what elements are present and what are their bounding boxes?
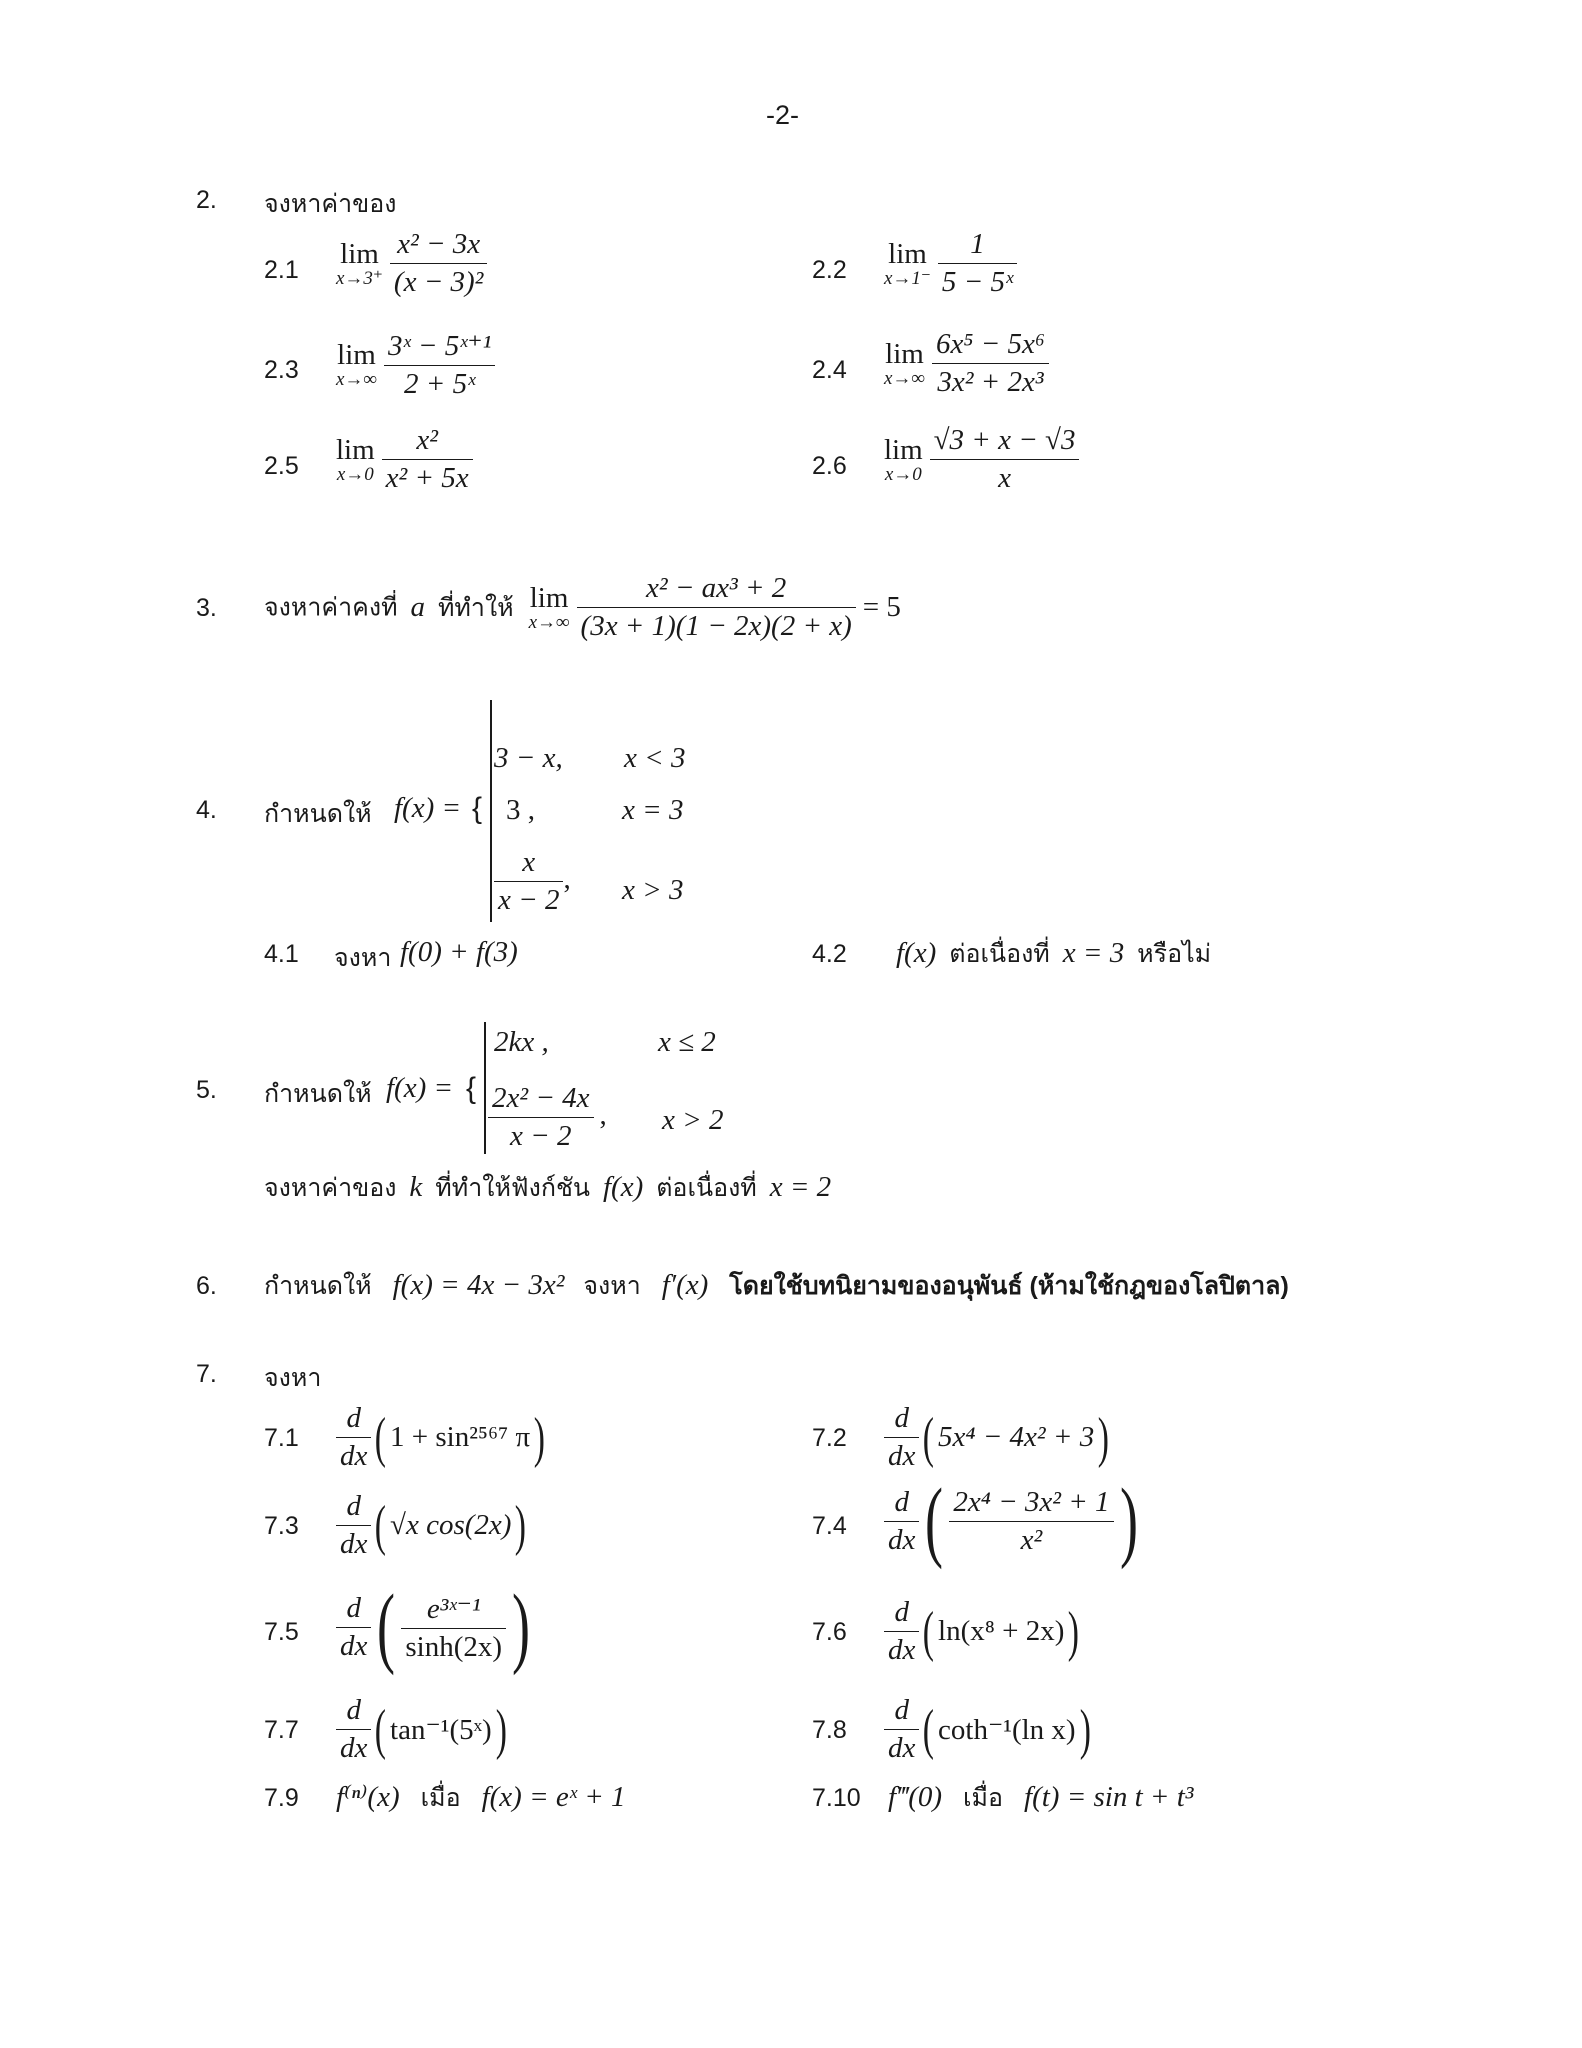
- q3-number: 3.: [196, 594, 217, 622]
- numerator: x² − 3x: [390, 228, 487, 264]
- dx-symbol: dx: [888, 1523, 916, 1556]
- q4-cond2: x = 3: [622, 794, 684, 826]
- dx-symbol: dx: [888, 1634, 916, 1666]
- q4-fx: f(x) =: [394, 792, 462, 824]
- q4-case1: 3 − x,: [494, 742, 563, 774]
- q7-2-expr: $\frac{d}{dx}$ ( 5x⁴ − 4x² + 3): [884, 1402, 1113, 1473]
- q7-9-cond: f(x) = eˣ + 1: [481, 1781, 626, 1813]
- lim-word: lim: [340, 237, 379, 270]
- q6-bold-text: โดยใช้บทนิยามของอนุพันธ์ (ห้ามใช้กฎของโลปิตาล): [729, 1272, 1289, 1300]
- q5-case1: 2kx ,: [494, 1026, 549, 1058]
- q4-brace: [490, 700, 492, 922]
- q4-2-fx: f(x): [896, 937, 937, 969]
- lim-word: lim: [885, 337, 924, 370]
- q3-rhs: = 5: [862, 591, 901, 623]
- q7-6-body: ln(x⁸ + 2x): [938, 1615, 1065, 1647]
- q4-number: 4.: [196, 796, 217, 824]
- q5-text: กำหนดให้: [264, 1080, 372, 1108]
- q2-6-label: 2.6: [812, 452, 847, 480]
- q2-2-label: 2.2: [812, 256, 847, 284]
- denominator: 2 + 5ˣ: [404, 368, 476, 400]
- q5-brace-tip: {: [466, 1072, 477, 1105]
- denominator: x² + 5x: [385, 462, 469, 494]
- q4-cond1: x < 3: [624, 742, 686, 774]
- dx-symbol: dx: [340, 1528, 368, 1560]
- q5-cond2: x > 2: [662, 1104, 724, 1136]
- numerator: 3ˣ − 5ˣ⁺¹: [384, 328, 495, 366]
- q5-brace: [484, 1022, 486, 1154]
- q7-9-expr: f⁽ⁿ⁾(x): [336, 1781, 400, 1813]
- q2-number: 2.: [196, 186, 217, 214]
- numerator: x² − ax³ + 2: [577, 572, 856, 608]
- dx-symbol: dx: [888, 1732, 916, 1764]
- q7-7-label: 7.7: [264, 1716, 299, 1744]
- q5-text3: ต่อเนื่องที่: [656, 1174, 757, 1202]
- q7-1-label: 7.1: [264, 1424, 299, 1452]
- q7-10-label: 7.10: [812, 1784, 861, 1812]
- q7-number: 7.: [196, 1360, 217, 1388]
- numerator: 1: [938, 228, 1017, 264]
- q3-line: [264, 572, 901, 643]
- lim-word: lim: [337, 338, 376, 371]
- denominator: x − 2: [510, 1120, 572, 1152]
- q7-8-label: 7.8: [812, 1716, 847, 1744]
- d-symbol: d: [884, 1486, 919, 1522]
- d-symbol: d: [336, 1694, 371, 1730]
- q4-1-expr: f(0) + f(3): [400, 936, 518, 968]
- q7-1-expr: $\frac{d}{dx}$ ( 1 + sin²⁵⁶⁷ π): [336, 1402, 549, 1473]
- q4-case2: 3 ,: [506, 794, 535, 826]
- q7-5-label: 7.5: [264, 1618, 299, 1646]
- lim-word: lim: [884, 433, 923, 466]
- denominator: (3x + 1)(1 − 2x)(2 + x): [580, 610, 852, 642]
- dx-symbol: dx: [340, 1732, 368, 1764]
- q6-text2: จงหา: [583, 1272, 641, 1300]
- q3-text2: ที่ทำให้: [437, 593, 514, 622]
- lim-sub: x→0: [336, 463, 374, 485]
- q4-2-text1: ต่อเนื่องที่: [949, 940, 1050, 968]
- q7-6-label: 7.6: [812, 1618, 847, 1646]
- q7-8-expr: $\frac{d}{dx}$ ( coth⁻¹(ln x)): [884, 1694, 1094, 1765]
- q2-4-expr: [884, 328, 1049, 399]
- q7-1-body: 1 + sin²⁵⁶⁷ π: [390, 1421, 531, 1453]
- q2-3-expr: [336, 328, 495, 401]
- q7-5-expr: $\frac{d}{dx}$ ( $\frac{\text{e³ˣ⁻¹}}{\sinh(2x)}$ ): [336, 1582, 536, 1672]
- q5-text2: ที่ทำให้ฟังก์ชัน: [435, 1174, 591, 1202]
- q2-6-expr: [884, 424, 1079, 495]
- q7-text: จงหา: [264, 1364, 322, 1392]
- q5-line2: [264, 1168, 831, 1208]
- numerator: e³ˣ⁻¹: [401, 1591, 506, 1629]
- q7-10-expr: f‴(0): [888, 1781, 943, 1813]
- q6-number: 6.: [196, 1272, 217, 1300]
- q2-4-label: 2.4: [812, 356, 847, 384]
- q4-2-cond: x = 3: [1062, 937, 1125, 969]
- lim-sub: x→0: [884, 463, 922, 485]
- lim-sub: x→1⁻: [884, 267, 931, 289]
- q7-10-cond: f(t) = sin t + t³: [1024, 1781, 1194, 1813]
- q7-4-expr: $\frac{d}{dx}$ ( $\frac{\text{2x⁴ − 3x² + 1}}{\text{x²}}$ ): [884, 1476, 1144, 1566]
- q7-10-when: เมื่อ: [963, 1784, 1004, 1812]
- d-symbol: d: [336, 1402, 371, 1438]
- q5-fx2: f(x): [602, 1171, 644, 1203]
- denominator: 5 − 5ˣ: [941, 266, 1014, 298]
- q7-6-expr: $\frac{d}{dx}$ ( ln(x⁸ + 2x)): [884, 1596, 1083, 1667]
- q4-case3: [494, 846, 571, 917]
- numerator: x²: [382, 424, 473, 460]
- q4-1-label: 4.1: [264, 940, 299, 968]
- q7-7-expr: $\frac{d}{dx}$ ( tan⁻¹(5ˣ)): [336, 1694, 510, 1765]
- q7-9-when: เมื่อ: [420, 1784, 461, 1812]
- denominator: 3x² + 2x³: [937, 366, 1044, 398]
- q7-9-line: [336, 1778, 626, 1818]
- d-symbol: d: [884, 1402, 919, 1438]
- d-symbol: d: [884, 1694, 919, 1730]
- page-number: -2-: [766, 100, 799, 130]
- lim-word: lim: [336, 433, 375, 466]
- q7-9-label: 7.9: [264, 1784, 299, 1812]
- q4-cond3: x > 3: [622, 874, 684, 906]
- denominator: sinh(2x): [405, 1630, 503, 1663]
- q2-5-expr: [336, 424, 473, 495]
- q7-10-line: [888, 1778, 1193, 1818]
- q2-2-expr: [884, 228, 1017, 299]
- numerator: √3 + x − √3: [930, 424, 1080, 460]
- lim-word: lim: [888, 237, 927, 270]
- q2-1-expr: [336, 228, 487, 299]
- q3-text1: จงหาค่าคงที่: [264, 593, 398, 622]
- d-symbol: d: [336, 1592, 371, 1628]
- dx-symbol: dx: [888, 1440, 916, 1472]
- q6-deriv: f′(x): [661, 1269, 709, 1301]
- q4-text: กำหนดให้: [264, 800, 372, 828]
- lim-sub: x→∞: [884, 367, 925, 389]
- q2-1-label: 2.1: [264, 256, 299, 284]
- denominator: x²: [1020, 1523, 1043, 1556]
- d-symbol: d: [336, 1490, 371, 1526]
- d-symbol: d: [884, 1596, 919, 1632]
- q7-3-body: √x cos(2x): [390, 1509, 512, 1541]
- lim-sub: x→∞: [528, 611, 570, 633]
- q7-2-label: 7.2: [812, 1424, 847, 1452]
- dx-symbol: dx: [340, 1629, 368, 1662]
- q7-2-body: 5x⁴ − 4x² + 3: [938, 1421, 1095, 1453]
- q6-text1: กำหนดให้: [264, 1272, 372, 1300]
- denominator: x: [998, 462, 1011, 494]
- q5-fx: f(x) =: [386, 1072, 454, 1104]
- q2-5-label: 2.5: [264, 452, 299, 480]
- q7-4-label: 7.4: [812, 1512, 847, 1540]
- q6-expr: f(x) = 4x − 3x²: [392, 1269, 565, 1301]
- q6-line: [264, 1266, 1289, 1306]
- q5-text1: จงหาค่าของ: [264, 1174, 397, 1202]
- denominator: (x − 3)²: [393, 266, 484, 298]
- q4-1-text: จงหา: [334, 944, 392, 972]
- dx-symbol: dx: [340, 1440, 368, 1472]
- q4-brace-tip: {: [472, 792, 483, 825]
- q4-2-text2: หรือไม่: [1137, 940, 1212, 968]
- q7-7-body: tan⁻¹(5ˣ): [390, 1714, 492, 1746]
- q4-2-line: [896, 934, 1211, 974]
- numerator: 6x⁵ − 5x⁶: [932, 328, 1049, 364]
- q7-3-label: 7.3: [264, 1512, 299, 1540]
- comma: ,: [563, 863, 571, 896]
- q2-text: จงหาค่าของ: [264, 190, 397, 218]
- q5-cond: x = 2: [769, 1171, 832, 1203]
- numerator: 2x⁴ − 3x² + 1: [949, 1486, 1113, 1522]
- q5-case2: [488, 1082, 607, 1153]
- numerator: 2x² − 4x: [488, 1082, 594, 1118]
- lim-word: lim: [529, 581, 569, 614]
- q5-var: k: [409, 1171, 423, 1203]
- q5-cond1: x ≤ 2: [658, 1026, 716, 1058]
- q2-3-label: 2.3: [264, 356, 299, 384]
- q4-2-label: 4.2: [812, 940, 847, 968]
- comma: ,: [599, 1099, 607, 1132]
- lim-sub: x→∞: [336, 368, 377, 390]
- q7-3-expr: $\frac{d}{dx}$ ( √x cos(2x)): [336, 1490, 530, 1561]
- numerator: x: [494, 846, 563, 882]
- denominator: x − 2: [498, 884, 560, 916]
- lim-sub: x→3⁺: [336, 267, 383, 289]
- q5-number: 5.: [196, 1076, 217, 1104]
- q3-var: a: [410, 591, 425, 623]
- q7-8-body: coth⁻¹(ln x): [938, 1714, 1076, 1746]
